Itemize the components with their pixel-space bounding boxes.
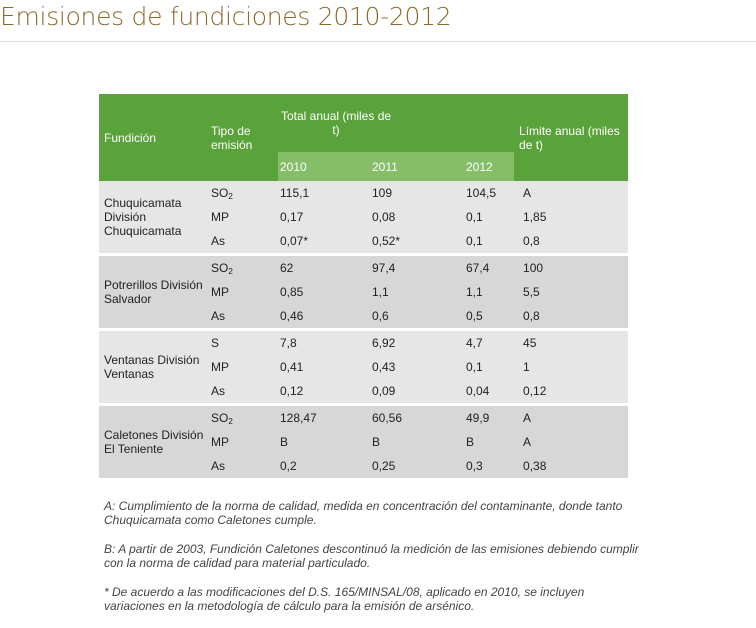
value-2012: 4,7 [464,331,514,355]
emission-type [210,280,278,304]
page-title: Emisiones de fundiciones 2010-2012 [0,2,452,31]
footnote-b: B: A partir de 2003, Fundición Caletones descontinuó la medición de las emisiones debiendo cumplir con la norma de calidad para material particulado. [104,542,639,570]
emission-type-label: SO [211,411,229,425]
table-row [99,331,628,355]
limit-value: A [514,430,628,454]
value-2012: 0,3 [464,454,514,478]
header-tipo-emision: Tipo de emisión [210,94,278,181]
value-2012: 0,1 [464,205,514,229]
emission-type-label: MP [211,285,229,299]
header-year-2012: 2012 [464,152,514,181]
footnote-a: A: Cumplimiento de la norma de calidad, medida en concentración del contaminante, donde tanto Chuquicamata como Caletones cumple. [104,499,623,527]
value-2010: B [278,430,370,454]
value-2012: 0,5 [464,304,514,328]
emission-type [210,454,278,478]
value-2012: 104,5 [464,181,514,205]
emissions-table-body [99,181,628,478]
table-row [99,256,628,280]
emission-type-label: MP [211,210,229,224]
limit-value: A [514,181,628,205]
table-row [99,406,628,430]
value-2010: 62 [278,256,370,280]
table-row [99,181,628,205]
limit-value: 0,12 [514,379,628,403]
value-2010: 0,85 [278,280,370,304]
limit-value: 45 [514,331,628,355]
emission-type-label: SO [211,261,229,275]
fundicion-name: Chuquicamata División Chuquicamata [99,181,210,253]
value-2011: 0,25 [370,454,464,478]
emission-type [210,379,278,403]
emission-type-subscript: 2 [228,417,233,426]
footnote-asterisk: * De acuerdo a las modificaciones del D.S. 165/MINSAL/08, aplicado en 2010, se incluyen variaciones en la metodología de cálculo para la emisión de arsénico. [104,585,585,613]
limit-value: A [514,406,628,430]
limit-value: 5,5 [514,280,628,304]
value-2010: 0,2 [278,454,370,478]
value-2012: B [464,430,514,454]
fundicion-name: Potrerillos División Salvador [99,256,210,328]
value-2011: 6,92 [370,331,464,355]
value-2010: 7,8 [278,331,370,355]
value-2012: 0,04 [464,379,514,403]
emission-type [210,256,278,280]
header-total-anual: Total anual (miles de t) [278,94,514,152]
value-2010: 0,41 [278,355,370,379]
value-2011: B [370,430,464,454]
header-year-2010: 2010 [278,152,370,181]
emission-type-label: As [211,459,226,473]
emission-type [210,355,278,379]
value-2011: 0,08 [370,205,464,229]
limit-value: 0,38 [514,454,628,478]
limit-value: 100 [514,256,628,280]
value-2012: 49,9 [464,406,514,430]
emission-type-label: As [211,234,226,248]
value-2010: 0,46 [278,304,370,328]
value-2012: 67,4 [464,256,514,280]
emission-type-label: SO [211,186,229,200]
emission-type-subscript: 2 [228,267,233,276]
value-2010: 115,1 [278,181,370,205]
value-2011: 1,1 [370,280,464,304]
emission-type-label: S [211,336,220,350]
value-2011: 0,6 [370,304,464,328]
value-2012: 1,1 [464,280,514,304]
emission-type [210,430,278,454]
value-2010: 128,47 [278,406,370,430]
fundicion-name: Caletones División El Teniente [99,406,210,478]
value-2012: 0,1 [464,355,514,379]
emission-type-label: As [211,384,226,398]
emission-type-label: MP [211,360,229,374]
header-fundicion: Fundición [99,94,210,181]
emission-type [210,406,278,430]
value-2010: 0,12 [278,379,370,403]
header-limite-anual: Límite anual (miles de t) [514,94,628,181]
emission-type [210,304,278,328]
value-2010: 0,17 [278,205,370,229]
emission-type-label: As [211,309,226,323]
fundicion-name: Ventanas División Ventanas [99,331,210,403]
emissions-table-container [99,94,628,478]
header-year-2011: 2011 [370,152,464,181]
limit-value: 0,8 [514,304,628,328]
limit-value: 1 [514,355,628,379]
value-2011: 0,09 [370,379,464,403]
emissions-table [99,94,628,478]
value-2012: 0,1 [464,229,514,253]
limit-value: 0,8 [514,229,628,253]
emission-type [210,331,278,355]
title-divider [0,41,756,42]
footnotes [104,499,644,628]
value-2011: 0,43 [370,355,464,379]
value-2011: 97,4 [370,256,464,280]
emission-type-label: MP [211,435,229,449]
emission-type [210,181,278,205]
value-2011: 109 [370,181,464,205]
emission-type-subscript: 2 [228,192,233,201]
emission-type [210,229,278,253]
value-2011: 60,56 [370,406,464,430]
value-2010: 0,07* [278,229,370,253]
value-2011: 0,52* [370,229,464,253]
emission-type [210,205,278,229]
limit-value: 1,85 [514,205,628,229]
